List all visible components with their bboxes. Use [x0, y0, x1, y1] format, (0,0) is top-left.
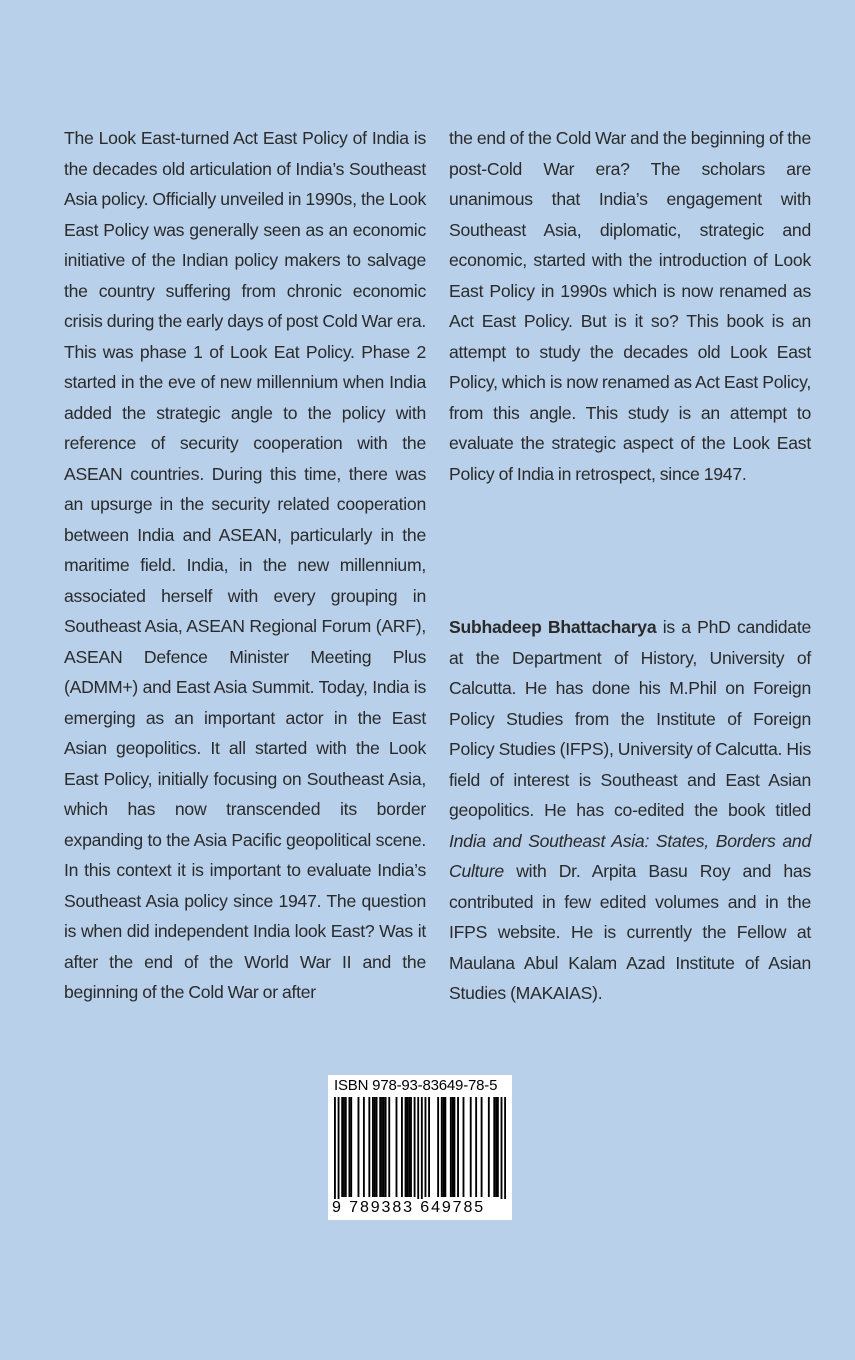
- author-bio-text-2: with Dr. Arpita Basu Roy and has contributed in few edited volumes and in the IFPS website. He is currently the Fellow at Maulana Abul Kalam Azad Institute of Asian Studies (MAKAIAS).: [449, 861, 811, 1003]
- barcode-bar: [358, 1097, 360, 1197]
- barcode-bar: [379, 1097, 381, 1197]
- barcode-bar: [457, 1097, 459, 1197]
- barcode-bar: [408, 1097, 410, 1197]
- barcode-bar: [338, 1097, 340, 1203]
- barcode-bar: [383, 1097, 385, 1197]
- barcode-bar: [376, 1097, 378, 1197]
- barcode-bar: [368, 1097, 370, 1197]
- barcode-bar: [493, 1097, 495, 1197]
- barcode-bar: [396, 1097, 398, 1197]
- blurb-right-column: [449, 123, 811, 489]
- barcode-bar: [385, 1097, 387, 1197]
- barcode-bar: [374, 1097, 376, 1197]
- barcode-bar: [475, 1097, 477, 1197]
- barcode-bar: [425, 1097, 427, 1197]
- barcode-bar: [350, 1097, 352, 1197]
- book-title: India and Southeast Asia: States, Borders and Culture: [449, 830, 811, 881]
- barcode-bar: [341, 1097, 343, 1197]
- author-bio: [449, 612, 811, 1009]
- barcode-digits: 9 789383 649785: [332, 1199, 510, 1217]
- barcode-bar: [452, 1097, 454, 1197]
- barcode-bar: [504, 1097, 506, 1203]
- blurb-text-left: The Look East-turned Act East Policy of India is the decades old articulation of India’s Southeast Asia policy. Officially unveiled in 1990s, the Look East Policy was generally seen as an economic initiative of the Indian policy makers to salvage the country suffering from chronic economic crisis during the early days of post Cold War era. This was phase 1 of Look Eat Policy. Phase 2 started in the eve of new millennium when India added the strategic angle to the policy with reference of security cooperation with the ASEAN countries. During this time, there was an upsurge in the security related cooperation between India and ASEAN, particularly in the maritime field. India, in the new millennium, associated herself with every grouping in Southeast Asia, ASEAN Regional Forum (ARF), ASEAN Defence Minister Meeting Plus (ADMM+) and East Asia Summit. Today, India is emerging as an important actor in the East Asian geopolitics. It all started with the Look East Policy, initially focusing on Southeast Asia, which has now transcended its border expanding to the Asia Pacific geopolitical scene. In this context it is important to evaluate India’s Southeast Asia policy since 1947. The question is when did independent India look East? Was it after the end of the World War II and the beginning of the Cold War or after: [64, 128, 426, 1002]
- isbn-barcode: [328, 1075, 512, 1220]
- barcode-bar: [501, 1097, 503, 1203]
- barcode-bar: [414, 1097, 416, 1197]
- barcode-bar: [381, 1097, 383, 1197]
- barcode-bar: [388, 1097, 390, 1197]
- barcode-bar: [453, 1097, 455, 1197]
- barcode-bar: [421, 1097, 423, 1203]
- barcode-bar: [450, 1097, 452, 1197]
- barcode-bar: [481, 1097, 483, 1197]
- barcode-bar: [417, 1097, 419, 1203]
- barcode-bar: [334, 1097, 336, 1203]
- barcode-bar: [470, 1097, 472, 1197]
- barcode-bar: [410, 1097, 412, 1197]
- isbn-label: ISBN 978-93-83649-78-5: [334, 1077, 498, 1094]
- barcode-bar: [495, 1097, 497, 1197]
- barcode-bar: [437, 1097, 439, 1197]
- blurb-text-right: the end of the Cold War and the beginning of the post-Cold War era? The scholars are unanimous that India’s engagement with Southeast Asia, diplomatic, strategic and economic, started with the introduction of Look East Policy in 1990s which is now renamed as Act East Policy. But is it so? This book is an attempt to study the decades old Look East Policy, which is now renamed as Act East Policy, from this angle. This study is an attempt to evaluate the strategic aspect of the Look East Policy of India in retrospect, since 1947.: [449, 128, 811, 484]
- barcode-bar: [406, 1097, 408, 1197]
- barcode-bar: [443, 1097, 445, 1197]
- author-bio-text-1: is a PhD candidate at the Department of History, University of Calcutta. He has done his M.Phil on Foreign Policy Studies from the Institute of Foreign Policy Studies (IFPS), University of Calcutta. His field of interest is Southeast and East Asian geopolitics. He has co-edited the book titled: [449, 617, 811, 820]
- barcode-bar: [348, 1097, 350, 1197]
- barcode-bar: [444, 1097, 446, 1197]
- barcode-bar: [372, 1097, 374, 1197]
- barcode-bar: [345, 1097, 347, 1197]
- barcode-bar: [363, 1097, 365, 1197]
- barcode-bar: [401, 1097, 403, 1197]
- barcode-bar: [405, 1097, 407, 1197]
- barcode-bar: [441, 1097, 443, 1197]
- blurb-left-column: [64, 123, 426, 1008]
- barcode-bar: [488, 1097, 490, 1197]
- author-name: Subhadeep Bhattacharya: [449, 617, 657, 637]
- barcode-bar: [497, 1097, 499, 1197]
- barcode-bars: [334, 1097, 506, 1203]
- barcode-bar: [428, 1097, 430, 1197]
- barcode-bar: [463, 1097, 465, 1197]
- barcode-bar: [343, 1097, 345, 1197]
